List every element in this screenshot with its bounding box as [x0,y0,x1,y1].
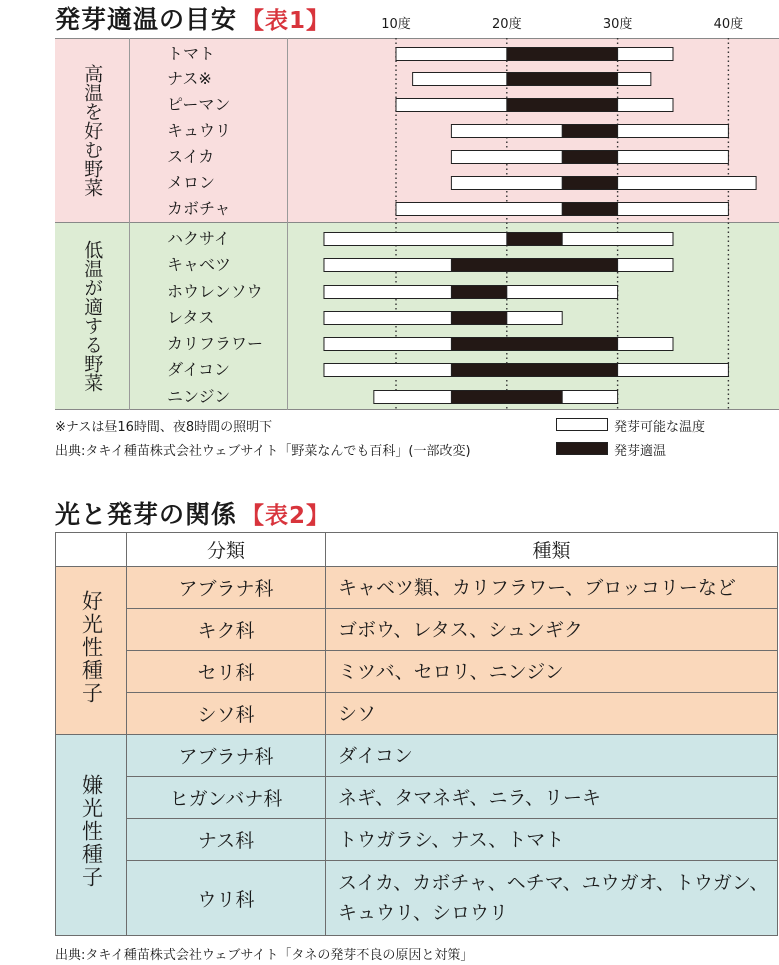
bar-optimal-range [507,233,562,246]
bar-possible-range [324,312,562,325]
vegetable-label: トマト [167,44,216,63]
bar-plot-area [55,38,779,410]
group-label-negative: 嫌光性種子 [79,774,104,889]
vegetable-label: キュウリ [167,121,232,140]
vegetable-label: カリフラワー [167,334,264,353]
light-germination-table [55,532,778,936]
table-row [56,777,778,819]
species-cell: ミツバ、セロリ、ニンジン [326,651,778,693]
legend-swatch-possible [556,418,608,431]
vegetable-label: レタス [167,308,215,327]
table1-tag: 【表1】 [241,8,331,34]
bar-optimal-range [562,151,617,164]
header-empty [56,533,127,567]
species-cell: キャベツ類、カリフラワー、ブロッコリーなど [326,567,778,609]
table-row [56,609,778,651]
table1-title-text: 発芽適温の目安 [55,5,238,34]
bar-optimal-range [451,312,506,325]
table2-title [55,495,330,531]
bar-possible-range [324,233,673,246]
legend-label-possible: 発芽可能な温度 [614,420,706,435]
vegetable-label: キャベツ [167,255,232,274]
family-cell: アブラナ科 [127,735,326,777]
bar-optimal-range [451,391,562,404]
tick-label: 40度 [713,17,744,32]
group-label-warm: 高温を好む野菜 [81,63,104,197]
table-row [56,693,778,735]
family-cell: ウリ科 [127,861,326,936]
species-cell: ネギ、タマネギ、ニラ、リーキ [326,777,778,819]
bar-optimal-range [507,73,618,86]
table-row [56,651,778,693]
table2-title-text: 光と発芽の関係 [55,500,238,529]
germination-temperature-chart [55,38,779,410]
tick-label: 10度 [381,17,411,32]
table-row [56,567,778,609]
species-cell: シソ [326,693,778,735]
family-cell: シソ科 [127,693,326,735]
group-label-cool: 低温が適する野菜 [81,240,104,392]
species-cell: トウガラシ、ナス、トマト [326,819,778,861]
table1-title [55,0,330,36]
vegetable-label: ニンジン [167,387,231,406]
species-cell: ダイコン [326,735,778,777]
table1-source: 出典:タキイ種苗株式会社ウェブサイト「野菜なんでも百科」(一部改変) [55,444,471,459]
species-cell: スイカ、カボチャ、ヘチマ、ユウガオ、トウガン、キュウリ、シロウリ [326,861,778,936]
family-cell: キク科 [127,609,326,651]
bar-optimal-range [451,338,617,351]
bar-optimal-range [507,99,618,112]
family-cell: セリ科 [127,651,326,693]
family-cell: ナス科 [127,819,326,861]
tick-label: 30度 [602,17,633,32]
vegetable-label: カボチャ [167,199,231,218]
bar-optimal-range [562,177,617,190]
bar-optimal-range [451,259,617,272]
group-photoblastic-positive [56,567,127,735]
table-row [56,735,778,777]
header-family: 分類 [127,533,326,567]
species-cell: ゴボウ、レタス、シュンギク [326,609,778,651]
table-header-row [56,533,778,567]
vegetable-label: ホウレンソウ [167,282,263,301]
vegetable-label: ハクサイ [167,229,230,248]
vegetable-label: スイカ [167,147,215,166]
bar-optimal-range [451,364,617,377]
bar-optimal-range [562,125,617,138]
bar-optimal-range [562,203,617,216]
legend-swatch-optimal [556,442,608,455]
table-row [56,819,778,861]
vegetable-label: ダイコン [167,360,231,379]
family-cell: アブラナ科 [127,567,326,609]
vegetable-label: ピーマン [167,95,231,114]
legend-label-optimal: 発芽適温 [614,444,667,459]
bar-optimal-range [507,48,618,61]
tick-label: 20度 [492,17,522,32]
vegetable-label: ナス※ [167,69,212,88]
header-species: 種類 [326,533,778,567]
group-photoblastic-negative [56,735,127,936]
table1-note: ※ナスは昼16時間、夜8時間の照明下 [55,420,273,435]
group-label-positive: 好光性種子 [79,589,104,705]
bar-optimal-range [451,286,506,299]
family-cell: ヒガンバナ科 [127,777,326,819]
vegetable-label: メロン [167,173,216,192]
table-row [56,861,778,936]
table2-source: 出典:タキイ種苗株式会社ウェブサイト「タネの発芽不良の原因と対策」 [55,948,474,963]
table2-tag: 【表2】 [241,503,331,529]
